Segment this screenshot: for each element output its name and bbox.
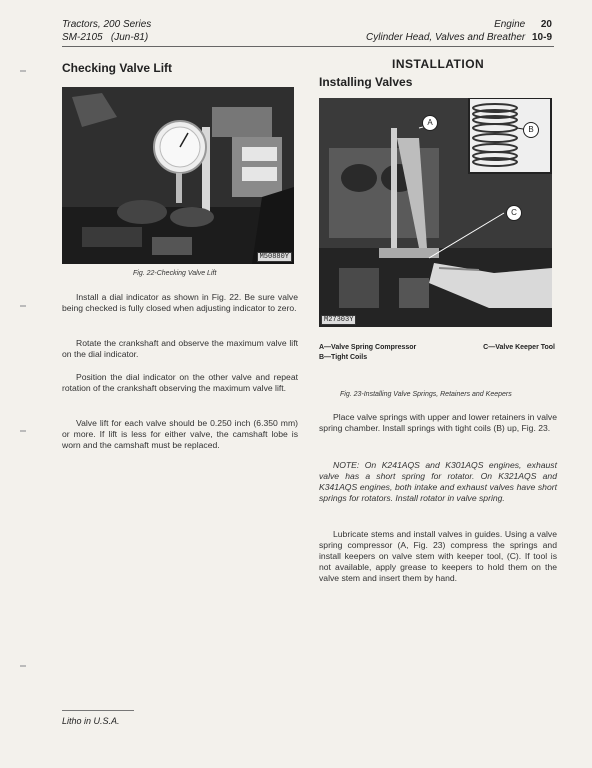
- edge-mark: [20, 430, 26, 432]
- header-left: [62, 18, 151, 44]
- figure-23-photo: [319, 98, 552, 327]
- paragraph-position-indicator: Position the dial indicator on the other valve and repeat rotation of the crankshaft observing the maximum valve lift.: [62, 372, 298, 393]
- header-series: Tractors, 200 Series: [62, 19, 152, 30]
- header-right: [366, 18, 552, 44]
- edge-mark: [20, 70, 26, 72]
- figure-22-photo-id: M50880Y: [257, 252, 292, 262]
- legend-item-a: A—Valve Spring Compressor: [319, 344, 417, 351]
- edge-mark: [20, 305, 26, 307]
- legend-item-b: B—Tight Coils: [319, 354, 368, 361]
- header-manual-number: SM-2105 (Jun-81): [62, 32, 149, 43]
- note-short-springs-rotators: NOTE: On K241AQS and K301AQS engines, exhaust valve has a short spring for rotator. On K321AQS and K341AQS engines, both intake and exhaust valves have short springs for rotators. Install rotator in valve spring.: [319, 460, 557, 503]
- figure-22-photo: [62, 87, 294, 264]
- figure-22-caption: Fig. 22-Checking Valve Lift: [133, 270, 217, 277]
- dial-indicator-photo-drawing: [62, 87, 294, 264]
- paragraph-install-dial-indicator: Install a dial indicator as shown in Fig. 22. Be sure valve being checked is fully closed when adjusting indicator to zero.: [62, 292, 298, 313]
- paragraph-valve-lift-spec: Valve lift for each valve should be 0.250 inch (6.350 mm) or more. If lift is less for either valve, the camshaft lobe is worn and the camshaft must be replaced.: [62, 418, 298, 450]
- subtitle-installing-valves: Installing Valves: [319, 75, 413, 89]
- section-title-checking-valve-lift: Checking Valve Lift: [62, 61, 173, 75]
- paragraph-place-valve-springs: Place valve springs with upper and lower retainers in valve spring chamber. Install springs with tight coils (B) up, Fig. 23.: [319, 412, 557, 433]
- header-rule: [62, 46, 554, 47]
- callout-a-marker: A: [422, 115, 438, 131]
- figure-23-caption: Fig. 23-Installing Valve Springs, Retainers and Keepers: [340, 391, 512, 398]
- figure-23-legend: [319, 343, 555, 363]
- callout-c-marker: C: [506, 205, 522, 221]
- callout-b-marker: B: [523, 122, 539, 138]
- paragraph-rotate-crankshaft: Rotate the crankshaft and observe the maximum valve lift on the dial indicator.: [62, 338, 298, 359]
- paragraph-lubricate-install-valves: Lubricate stems and install valves in guides. Using a valve spring compressor (A, Fig. 23) compress the springs and install keepers on valve stem with keeper tool, (C). If tool is not available, apply grease to keepers to hold them on the valve stem and insert them by hand.: [319, 529, 557, 583]
- header-subsection: Cylinder Head, Valves and Breather: [366, 32, 526, 43]
- footer-rule: [62, 710, 134, 711]
- edge-mark: [20, 665, 26, 667]
- footer-litho: Litho in U.S.A.: [62, 716, 120, 726]
- header-page-number: 10-9: [531, 32, 552, 43]
- legend-item-c: C—Valve Keeper Tool: [483, 344, 555, 351]
- section-title-installation: INSTALLATION: [392, 57, 485, 71]
- header-group-number: 20: [540, 19, 552, 30]
- header-section: Engine: [494, 19, 526, 30]
- figure-23-photo-id: M27303Y: [321, 315, 356, 325]
